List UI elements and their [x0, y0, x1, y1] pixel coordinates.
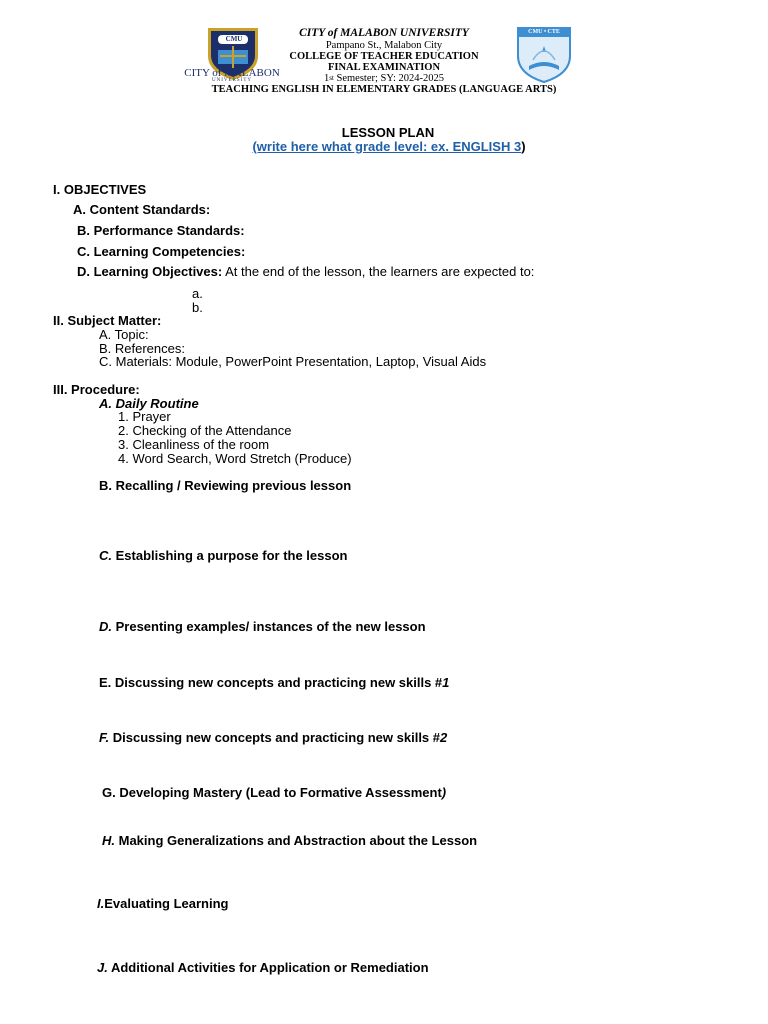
content-standards: A. Content Standards:	[73, 202, 211, 217]
procedure-heading: III. Procedure:	[53, 382, 140, 397]
procedure-c-text: Establishing a purpose for the lesson	[112, 548, 348, 563]
semester-rest: Semester; SY: 2024-2025	[333, 73, 445, 84]
objective-b: b.	[192, 300, 203, 315]
subject-matter-heading: II. Subject Matter:	[53, 313, 162, 328]
course-title: TEACHING ENGLISH IN ELEMENTARY GRADES (LANGUAGE ARTS)	[211, 84, 557, 95]
procedure-g-text: G. Developing Mastery (Lead to Formative Assessment	[102, 785, 442, 800]
university-name: CITY of MALABON UNIVERSITY	[299, 27, 469, 39]
learning-objectives-label: D. Learning Objectives:	[77, 264, 223, 279]
college-logo-text: CMU • CTE	[528, 29, 560, 35]
learning-objectives	[77, 264, 534, 279]
wordmark-line1: CITY of MALABON	[184, 67, 280, 79]
exam-title: FINAL EXAMINATION	[327, 62, 441, 73]
procedure-c-letter: C.	[99, 548, 112, 563]
university-address: Pampano St., Malabon City	[325, 40, 443, 51]
procedure-j	[97, 960, 429, 975]
grade-level-link[interactable]: (write here what grade level: ex. ENGLISH 3	[252, 139, 522, 154]
procedure-b: B. Recalling / Reviewing previous lesson	[99, 478, 352, 493]
procedure-e-num: 1	[442, 675, 450, 690]
procedure-d	[99, 619, 426, 634]
procedure-f-letter: F.	[99, 730, 110, 745]
procedure-i-letter: I.	[97, 896, 105, 911]
objectives-heading: I. OBJECTIVES	[53, 182, 147, 197]
performance-standards: B. Performance Standards:	[77, 223, 245, 238]
grade-level-line	[0, 139, 768, 154]
objective-a: a.	[192, 286, 203, 301]
procedure-h-text: Making Generalizations and Abstraction about the Lesson	[115, 833, 478, 848]
semester-num: 1	[323, 73, 330, 84]
routine-item: 3. Cleanliness of the room	[118, 437, 270, 452]
procedure-c	[99, 548, 348, 563]
lesson-plan-title: LESSON PLAN	[341, 125, 435, 140]
routine-item: 1. Prayer	[118, 409, 171, 424]
procedure-j-text: Additional Activities for Application or Remediation	[107, 960, 429, 975]
procedure-h	[102, 833, 477, 848]
subject-materials: C. Materials: Module, PowerPoint Presentation, Laptop, Visual Aids	[99, 354, 487, 369]
procedure-i-text: Evaluating Learning	[104, 896, 229, 911]
logo-badge-text: CMU	[225, 35, 243, 43]
procedure-f-num: 2	[440, 730, 448, 745]
procedure-g-paren: )	[441, 785, 447, 800]
daily-routine-heading: A. Daily Routine	[99, 396, 199, 411]
procedure-i	[97, 896, 228, 911]
procedure-d-letter: D.	[99, 619, 112, 634]
semester-line	[0, 73, 768, 84]
learning-competencies: C. Learning Competencies:	[77, 244, 246, 259]
grade-level-paren: )	[521, 139, 526, 154]
procedure-j-letter: J.	[97, 960, 108, 975]
semester-sup: st	[329, 74, 334, 82]
college-name: COLLEGE OF TEACHER EDUCATION	[289, 51, 479, 62]
procedure-f	[99, 730, 447, 745]
subject-references: B. References:	[99, 341, 185, 356]
wordmark-line2: UNIVERSITY	[212, 78, 252, 83]
learning-objectives-text: At the end of the lesson, the learners are expected to:	[222, 264, 535, 279]
procedure-e	[99, 675, 449, 690]
routine-item: 2. Checking of the Attendance	[118, 423, 292, 438]
procedure-e-text: E. Discussing new concepts and practicing new skills #	[99, 675, 443, 690]
procedure-d-text: Presenting examples/ instances of the new lesson	[112, 619, 426, 634]
procedure-f-text: Discussing new concepts and practicing new skills #	[109, 730, 441, 745]
routine-item: 4. Word Search, Word Stretch (Produce)	[118, 451, 352, 466]
subject-topic: A. Topic:	[99, 327, 149, 342]
procedure-g	[102, 785, 446, 800]
procedure-h-letter: H.	[102, 833, 115, 848]
